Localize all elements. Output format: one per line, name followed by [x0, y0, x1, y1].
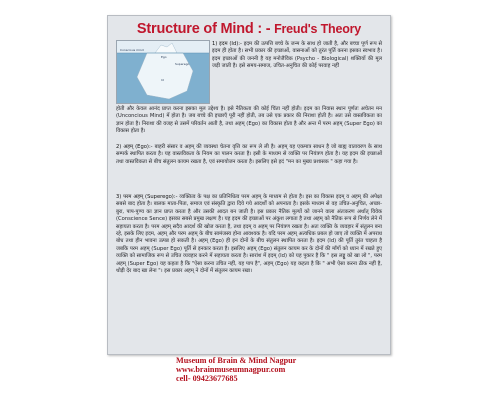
section-id-text-top: इदम की उत्पत्ति बच्चे के जन्म के साथ हो जाती है, और बच्चा पूर्ण रूप से इदम ही होता है। सभी प्रकार की इच्छाओं, वासनाओं को तुरंत पूर्ति करना इसका स्वभाव है। इदम इच्छाओं की जननी है यह मनोजैविक (Psycho - Biological) शक्तियों की मूल जड़ी जाती है। इसे समय-समाज, उचित-अनुचित की कोई परवाह नहीं [212, 41, 382, 70]
section-ego-text: बाहरी संसार व अहम् की व्यवस्था चेतना वृत्ति का रूप ले ली है। अहम् यह एकमात्र साधन है जो बाह्य वातावरण के साथ सम्पर्क स्थापित करता है। यह वास्तविकता के नियम का पालन करता है। इसी के माध्यम से व्यक्ति पर नियंत्रण होता है। यह इदम की इच्छाओं तथा वास्तविकता से बीच संतुलन कायम रखता है, एवं समायोजन करता है। इसलिए इसे इदं "मन का मुख्य प्रशासक " कहा गया है। [116, 144, 382, 165]
museum-phone: cell- 09423677685 [176, 374, 238, 383]
section-ego-lead: 2) अहम् (Ego):- [116, 144, 153, 150]
iceberg-diagram [116, 40, 210, 104]
section-superego [116, 194, 382, 275]
label-ego: Ego [161, 55, 167, 59]
poster-title-row [108, 20, 390, 38]
title-separator: - [265, 21, 271, 37]
section-superego-text: व्यक्तित्व के पक्ष का प्रतिनिधित्व परम अहम् के माध्यम से होता है। इस का विकास इदम् व अहम् की अपेक्षा सबसे बाद होता है। बालक माता-पिता, समाज एवं संस्कृति द्वारा दिये गये आदर्शों को अपनाता है। इसके माध्यम से वह उचित-अनुचित, अच्छा-बुरा, पाप-पुण्य का ज्ञान प्राप्त करता है और उसकी आदत बन जाती है। इस प्रकार नैतिक मूल्यों को जानने वाला अंतःकरण अर्थात् विवेक (Conscience Sence) इसका सबसे प्रमुख लक्षण है। यह इदम की इच्छाओं पर अंकुश लगाता है तथा अहम् को नैतिक रूप से निर्णय लेने में सहायता करता है। परम अहम् सदैव आदर्श की खोज करता है, तथा इदम् व अहम् पर नियंत्रण रखता है। अतः व्यक्ति के व्यवहार में संतुलन बना रहे, इसके लिए इदम, अहम् और परम अहम् के बीच सामंजस्य होना आवश्यक है। यदि परम अहम् अत्यधिक प्रबल हो जाए तो व्यक्ति में अपराध बोध तथा हीन भावना उत्पन्न हो सकती है। अहम् (Ego) ही इन दोनों के बीच संतुलन स्थापित करता है। इदम (Id) की पूर्ति तुरंत चाहता है जबकि परम अहम् (Super Ego) पूर्ति से इनकार करता है। इसलिए अहम् (Ego) संतुलन कायम कर के दोनों की माँगों को ध्यान में रखते हुए व्यक्ति को सामाजिक रूप से उचित व्यवहार करने में सहायता करता है। सारांश में इदम् (Id) को यह पुकार है कि " इस लड्डू को खा लो ", परम अहम् (Super Ego) यह कहता है कि "ऐसा करना उचित नहीं, यह पाप है", अहम् (Ego) यह कहता है कि " अभी ऐसा करना ठीक नहीं है, थोड़ी देर बाद खा लेना "। इस प्रकार अहम् ने दोनों में संतुलन कायम रखा। [116, 194, 383, 275]
museum-poster [107, 15, 391, 355]
label-conscious: Conscious mind [120, 48, 144, 52]
label-id: Id [161, 78, 164, 82]
section-id-bottom [116, 106, 382, 136]
poster-title: Structure of Mind : [136, 21, 263, 37]
poster-subtitle: Freud's Theory [274, 22, 362, 36]
iceberg-svg [117, 41, 209, 103]
section-id-top [212, 41, 382, 71]
label-superego: Superego [175, 62, 190, 66]
section-id-text-bottom: होती और केवल आनंद प्राप्त करना इसका मूल उद्देश्य है। इसे नैतिकता की कोई चिंता नहीं होती। इदम का निवास स्थान पूर्णतः अचेतन मन (Unconcious Mind) में होता है। जब बच्चे की इच्छाएँ पूरी नहीं होती, तब उसे एक प्रकार की निराशा होती है। अतः उसे वास्तविकता का ज्ञान होता है। निराशा की वजह से उसमें परिवर्तन आती है, तथा अहम् (Ego) का विकास होता है और अन्त में परम अहम् (Super Ego) का विकास होता है। [116, 106, 382, 135]
section-ego [116, 144, 382, 166]
museum-footer [176, 356, 324, 383]
section-id-lead: 1) इदम (Id):- [212, 41, 242, 47]
museum-name: Museum of Brain & Mind Nagpur [176, 356, 297, 365]
iceberg-body [137, 53, 193, 99]
section-superego-lead: 3) परम अहम् (Superego):- [116, 194, 178, 200]
museum-website: www.brainmuseumnagpur.com [176, 365, 286, 374]
